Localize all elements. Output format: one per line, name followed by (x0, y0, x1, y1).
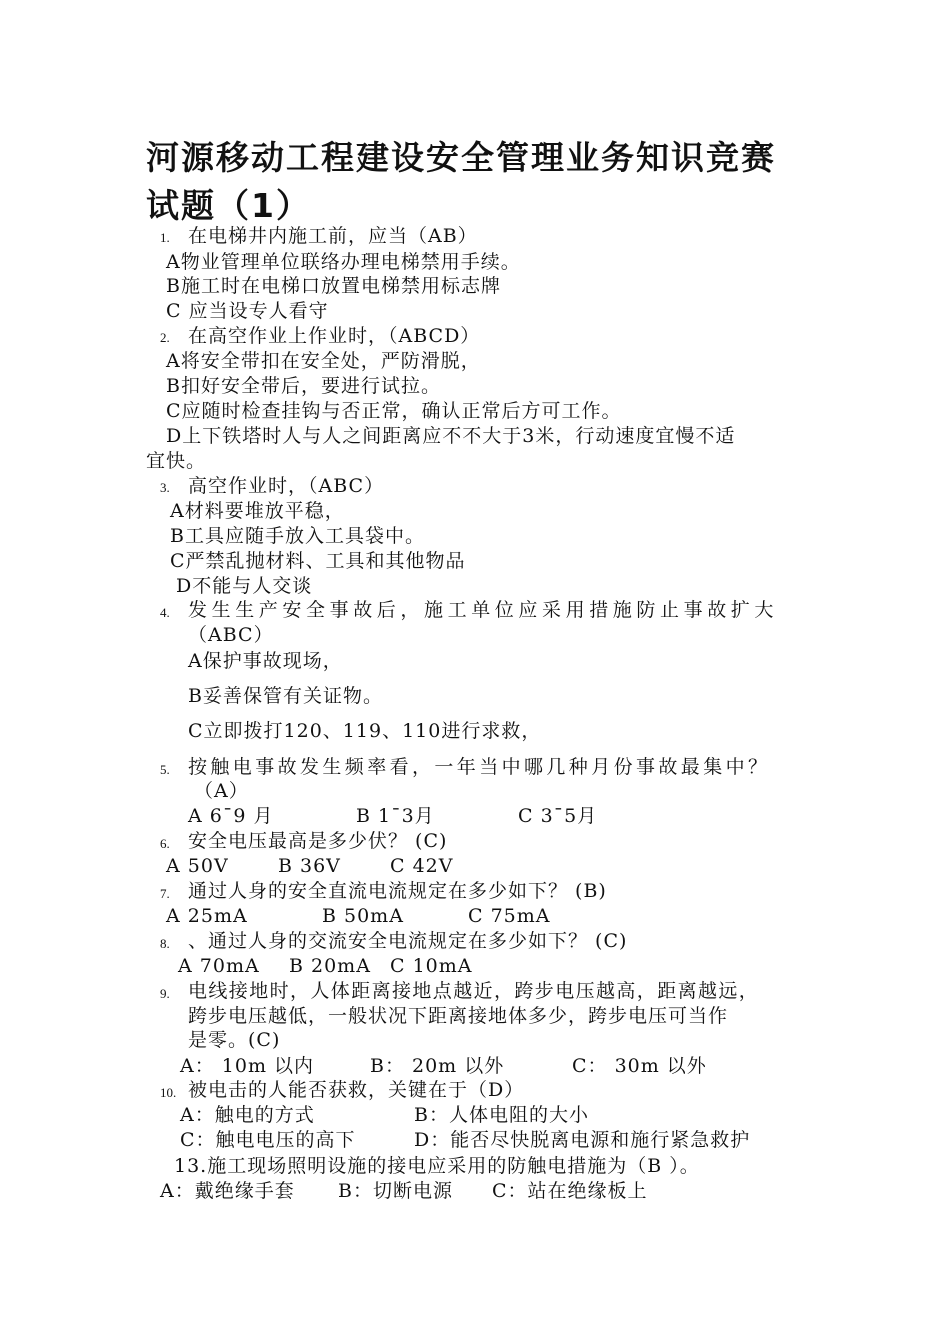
question-text: 被电击的人能否获救，关键在于（D） (188, 1079, 525, 1101)
question-answer: （ABC） (188, 624, 274, 646)
answer-option: C严禁乱抛材料、工具和其他物品 (170, 550, 466, 572)
question-text: 是零。(C) (188, 1029, 281, 1051)
question-number: 4. (160, 605, 170, 620)
answer-option: C应随时检查挂钩与否正常，确认正常后方可工作。 (166, 400, 622, 422)
answer-option: A 25mA (166, 905, 248, 927)
answer-option: B扣好安全带后，要进行试拉。 (166, 375, 441, 397)
question-text: 电线接地时，人体距离接地点越近，跨步电压越高，距离越远， (188, 980, 760, 1002)
question-number: 3. (160, 480, 170, 495)
answer-option: B：切断电源 (338, 1180, 453, 1202)
answer-option: C立即拨打120、119、110进行求救， (188, 720, 542, 742)
question-text: 通过人身的安全直流电流规定在多少如下？ (B) (188, 880, 607, 902)
answer-option: B：人体电阻的大小 (414, 1104, 589, 1126)
answer-option: C： 30m 以外 (572, 1055, 707, 1077)
answer-option: C 42V (390, 855, 454, 877)
answer-option: A材料要堆放平稳， (170, 500, 345, 522)
answer-option: B： 20m 以外 (370, 1055, 505, 1077)
answer-option: A：戴绝缘手套 (160, 1180, 295, 1202)
question-text: 在高空作业上作业时，（ABCD） (188, 325, 481, 347)
question-number: 7. (160, 886, 170, 901)
answer-option: A保护事故现场， (188, 650, 343, 672)
question-number: 2. (160, 330, 170, 345)
question-number: 6. (160, 836, 170, 851)
answer-option: A 70mA (178, 955, 260, 977)
answer-option: D上下铁塔时人与人之间距离应不不大于3米，行动速度宜慢不适 (166, 425, 736, 447)
answer-option: D：能否尽快脱离电源和施行紧急救护 (414, 1129, 751, 1151)
answer-option: C 应当设专人看守 (166, 300, 329, 322)
answer-option: C 10mA (390, 955, 473, 977)
question-number: 9. (160, 986, 170, 1001)
answer-option: A： 10m 以内 (180, 1055, 314, 1077)
question-text: 13.施工现场照明设施的接电应采用的防触电措施为（B ）。 (174, 1155, 700, 1177)
answer-option: C 3¯5月 (518, 805, 598, 827)
answer-option: A物业管理单位联络办理电梯禁用手续。 (166, 251, 521, 273)
answer-option: D不能与人交谈 (176, 575, 313, 597)
answer-option: B工具应随手放入工具袋中。 (170, 525, 425, 547)
answer-option-continuation: 宜快。 (146, 450, 207, 472)
question-number: 1. (160, 230, 170, 245)
answer-option: B妥善保管有关证物。 (188, 685, 383, 707)
question-text: 跨步电压越低，一般状况下距离接地体多少，跨步电压可当作 (188, 1005, 729, 1027)
answer-option: A将安全带扣在安全处，严防滑脱， (166, 350, 481, 372)
document-title-line2: 试题（1） (146, 186, 311, 225)
answer-option: B 20mA (289, 955, 371, 977)
answer-option: A：触电的方式 (180, 1104, 315, 1126)
answer-option: B 50mA (322, 905, 404, 927)
answer-option: C：站在绝缘板上 (492, 1180, 648, 1202)
question-number: 5. (160, 762, 170, 777)
answer-option: C 75mA (468, 905, 551, 927)
answer-option: A 6¯9 月 (188, 805, 274, 827)
question-number: 10. (160, 1085, 177, 1100)
question-text: 安全电压最高是多少伏？ (C) (188, 830, 448, 852)
question-text: 在电梯井内施工前，应当（AB） (188, 225, 478, 247)
answer-option: B 36V (278, 855, 341, 877)
answer-option: A 50V (166, 855, 229, 877)
question-text: 、通过人身的交流安全电流规定在多少如下？ (C) (188, 930, 628, 952)
question-text: 高空作业时，（ABC） (188, 475, 385, 497)
question-text: 发生生产安全事故后，施工单位应采用措施防止事故扩大 (188, 599, 779, 621)
answer-option: B 1¯3月 (356, 805, 435, 827)
answer-option: C：触电电压的高下 (180, 1129, 356, 1151)
question-answer: （A） (194, 780, 249, 802)
question-number: 8. (160, 936, 170, 951)
document-title-line1: 河源移动工程建设安全管理业务知识竞赛 (146, 138, 776, 177)
answer-option: B施工时在电梯口放置电梯禁用标志牌 (166, 275, 501, 297)
question-text: 按触电事故发生频率看，一年当中哪几种月份事故最集中？ (188, 756, 771, 778)
